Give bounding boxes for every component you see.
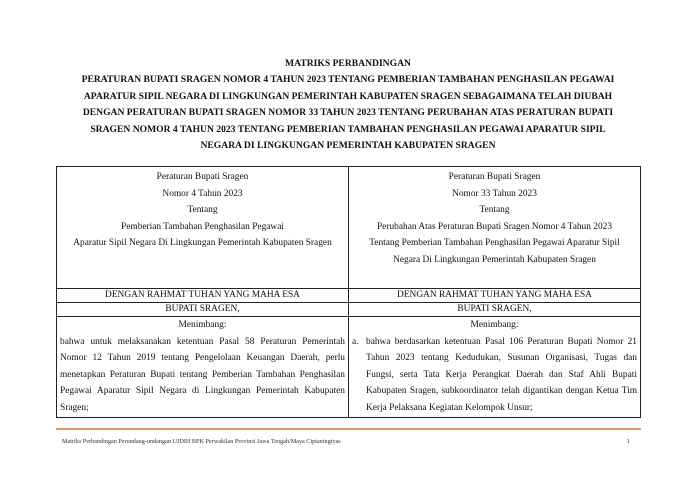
heading-line: Tentang (187, 205, 218, 216)
page-number: 1 (626, 438, 630, 445)
heading-line: Peraturan Bupati Sragen (448, 172, 541, 182)
footer-text: Matriks Perbandingan Perundang-undangan UJDIH BPK Perwakilan Provinsi Jawa Tengah/Maya Ciptaningtyas (62, 438, 341, 445)
left-bupati: BUPATI SRAGEN, (57, 303, 349, 317)
heading-line: Nomor 4 Tahun 2023 (162, 188, 243, 199)
left-consideration-cell (57, 317, 349, 418)
title-line: PERATURAN BUPATI SRAGEN NOMOR 4 TAHUN 2023 TENTANG PEMBERIAN TAMBAHAN PENGHASILAN PEGAWAI (81, 74, 615, 86)
table-row (57, 303, 641, 317)
comparison-table (56, 166, 641, 418)
heading-line: Pemberian Tambahan Penghasilan Pegawai (121, 221, 284, 232)
menimbang-label: Menimbang: (178, 320, 227, 330)
table-row (57, 317, 641, 418)
title-line: NEGARA DI LINGKUNGAN PEMERINTAH KABUPATEN SRAGEN (200, 140, 496, 152)
footer-rule (56, 428, 641, 430)
table-row (57, 289, 641, 303)
left-heading-cell (57, 167, 349, 289)
consideration-text: bahwa untuk melaksanakan ketentuan Pasal 58 Peraturan Pemerintah Nomor 12 Tahun 2019 tentang Pengelolaan Keuangan Daerah, perlu menetapkan Peraturan Bupati tentang Pemberian Tambahan Penghasilan Pegawai Aparatur Sipil Negara di Lingkungan Pemerintah Kabupaten Sragen; (60, 336, 345, 413)
heading-line: Nomor 33 Tahun 2023 (452, 188, 537, 199)
heading-line: Tentang Pemberian Tambahan Penghasilan Pegawai Aparatur Sipil (369, 238, 620, 249)
heading-line: Aparatur Sipil Negara Di Lingkungan Pemerintah Kabupaten Sragen (73, 238, 332, 249)
heading-line: Tentang (479, 205, 510, 216)
heading-line: Perubahan Atas Peraturan Bupati Sragen Nomor 4 Tahun 2023 (376, 221, 613, 232)
document-title (40, 56, 656, 154)
right-rahmat: DENGAN RAHMAT TUHAN YANG MAHA ESA (349, 289, 641, 303)
left-rahmat: DENGAN RAHMAT TUHAN YANG MAHA ESA (57, 289, 349, 303)
heading-line: Peraturan Bupati Sragen (156, 172, 249, 182)
menimbang-label: Menimbang: (470, 320, 519, 330)
title-line: APARATUR SIPIL NEGARA DI LINGKUNGAN PEMERINTAH KABUPATEN SRAGEN SEBAGAIMANA TELAH DIUBAH (83, 90, 613, 102)
consideration-text: bahwa berdasarkan ketentuan Pasal 106 Peraturan Bupati Nomor 21 Tahun 2023 tentang Kedudukan, Susunan Organisasi, Tugas dan Fungsi, serta Tata Kerja Perangkat Daerah dan Staf Ahli Bupati Kabupaten Sragen, subkoordinator telah digantikan dengan Ketua Tim Kerja Pelaksana Kegiatan Kelompok Unsur; (366, 336, 637, 413)
right-bupati: BUPATI SRAGEN, (349, 303, 641, 317)
title-line: SRAGEN NOMOR 4 TAHUN 2023 TENTANG PEMBERIAN TAMBAHAN PENGHASILAN PEGAWAI APARATUR SIPIL (90, 123, 606, 135)
title-line: DENGAN PERATURAN BUPATI SRAGEN NOMOR 33 TAHUN 2023 TENTANG PERUBAHAN ATAS PERATURAN BUPATI (82, 107, 614, 119)
table-row (57, 167, 641, 289)
heading-line: Negara Di Lingkungan Pemerintah Kabupaten Sragen (393, 254, 596, 265)
item-marker: a. (352, 336, 359, 347)
list-item (352, 334, 637, 417)
title-line: MATRIKS PERBANDINGAN (285, 58, 411, 69)
right-consideration-cell (349, 317, 641, 418)
right-heading-cell (349, 167, 641, 289)
